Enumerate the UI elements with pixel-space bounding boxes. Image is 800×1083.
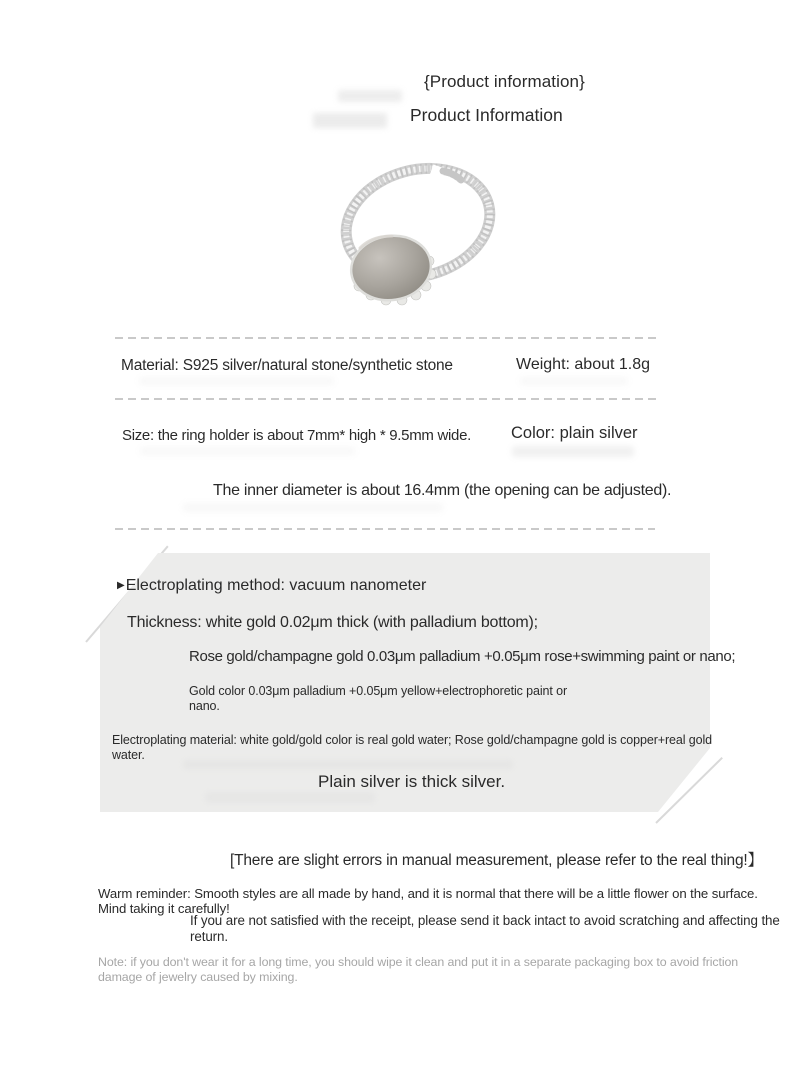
ring-stone — [346, 230, 436, 306]
electroplating-box — [100, 553, 736, 812]
translated-title: {Product information} — [424, 72, 585, 91]
plating-method-text: Electroplating method: vacuum nanometer — [125, 577, 427, 594]
translation-artifact — [338, 90, 402, 102]
translation-artifact — [512, 446, 634, 457]
return-policy-note: If you are not satisfied with the receipt, please send it back intact to avoid scratching and affecting the return. — [190, 913, 780, 944]
dashed-divider — [115, 337, 660, 339]
dashed-divider — [115, 528, 655, 530]
translation-artifact — [183, 503, 443, 512]
plating-thickness-line: Thickness: white gold 0.02μm thick (with palladium bottom); — [127, 614, 538, 631]
spec-color: Color: plain silver — [511, 424, 638, 442]
ring-illustration — [330, 148, 502, 316]
spec-size: Size: the ring holder is about 7mm* high * 9.5mm wide. — [122, 427, 471, 444]
measurement-disclaimer: [There are slight errors in manual measurement, please refer to the real thing!】 — [230, 852, 763, 869]
translation-artifact — [313, 113, 387, 128]
dashed-divider — [115, 398, 660, 400]
spec-material: Material: S925 silver/natural stone/synthetic stone — [121, 357, 453, 374]
page-title: Product Information — [410, 105, 563, 125]
spec-inner-diameter: The inner diameter is about 16.4mm (the opening can be adjusted). — [213, 482, 672, 499]
plain-silver-line: Plain silver is thick silver. — [318, 772, 506, 791]
translation-artifact — [139, 377, 334, 385]
triangle-bullet-icon: ▶ — [117, 580, 125, 591]
storage-note: Note: if you don't wear it for a long time, you should wipe it clean and put it in a separate packaging box to avoid friction damage of jewelry caused by mixing. — [98, 955, 739, 984]
plating-material-line: Electroplating material: white gold/gold color is real gold water; Rose gold/champagne gold is copper+real gold water. — [112, 733, 713, 763]
translation-artifact — [140, 447, 355, 455]
plating-method-line — [117, 577, 426, 595]
warm-reminder: Warm reminder: Smooth styles are all made by hand, and it is normal that there will be a little flower on the surface. Mind taking it carefully! — [98, 886, 758, 917]
spec-weight: Weight: about 1.8g — [516, 356, 651, 373]
plating-gold-color-line: Gold color 0.03μm palladium +0.05μm yellow+electrophoretic paint or nano. — [189, 684, 568, 714]
translation-artifact — [205, 792, 375, 803]
translation-artifact — [520, 377, 628, 385]
product-photo — [330, 148, 502, 316]
plating-rose-gold-line: Rose gold/champagne gold 0.03μm palladium +0.05μm rose+swimming paint or nano; — [189, 648, 736, 665]
